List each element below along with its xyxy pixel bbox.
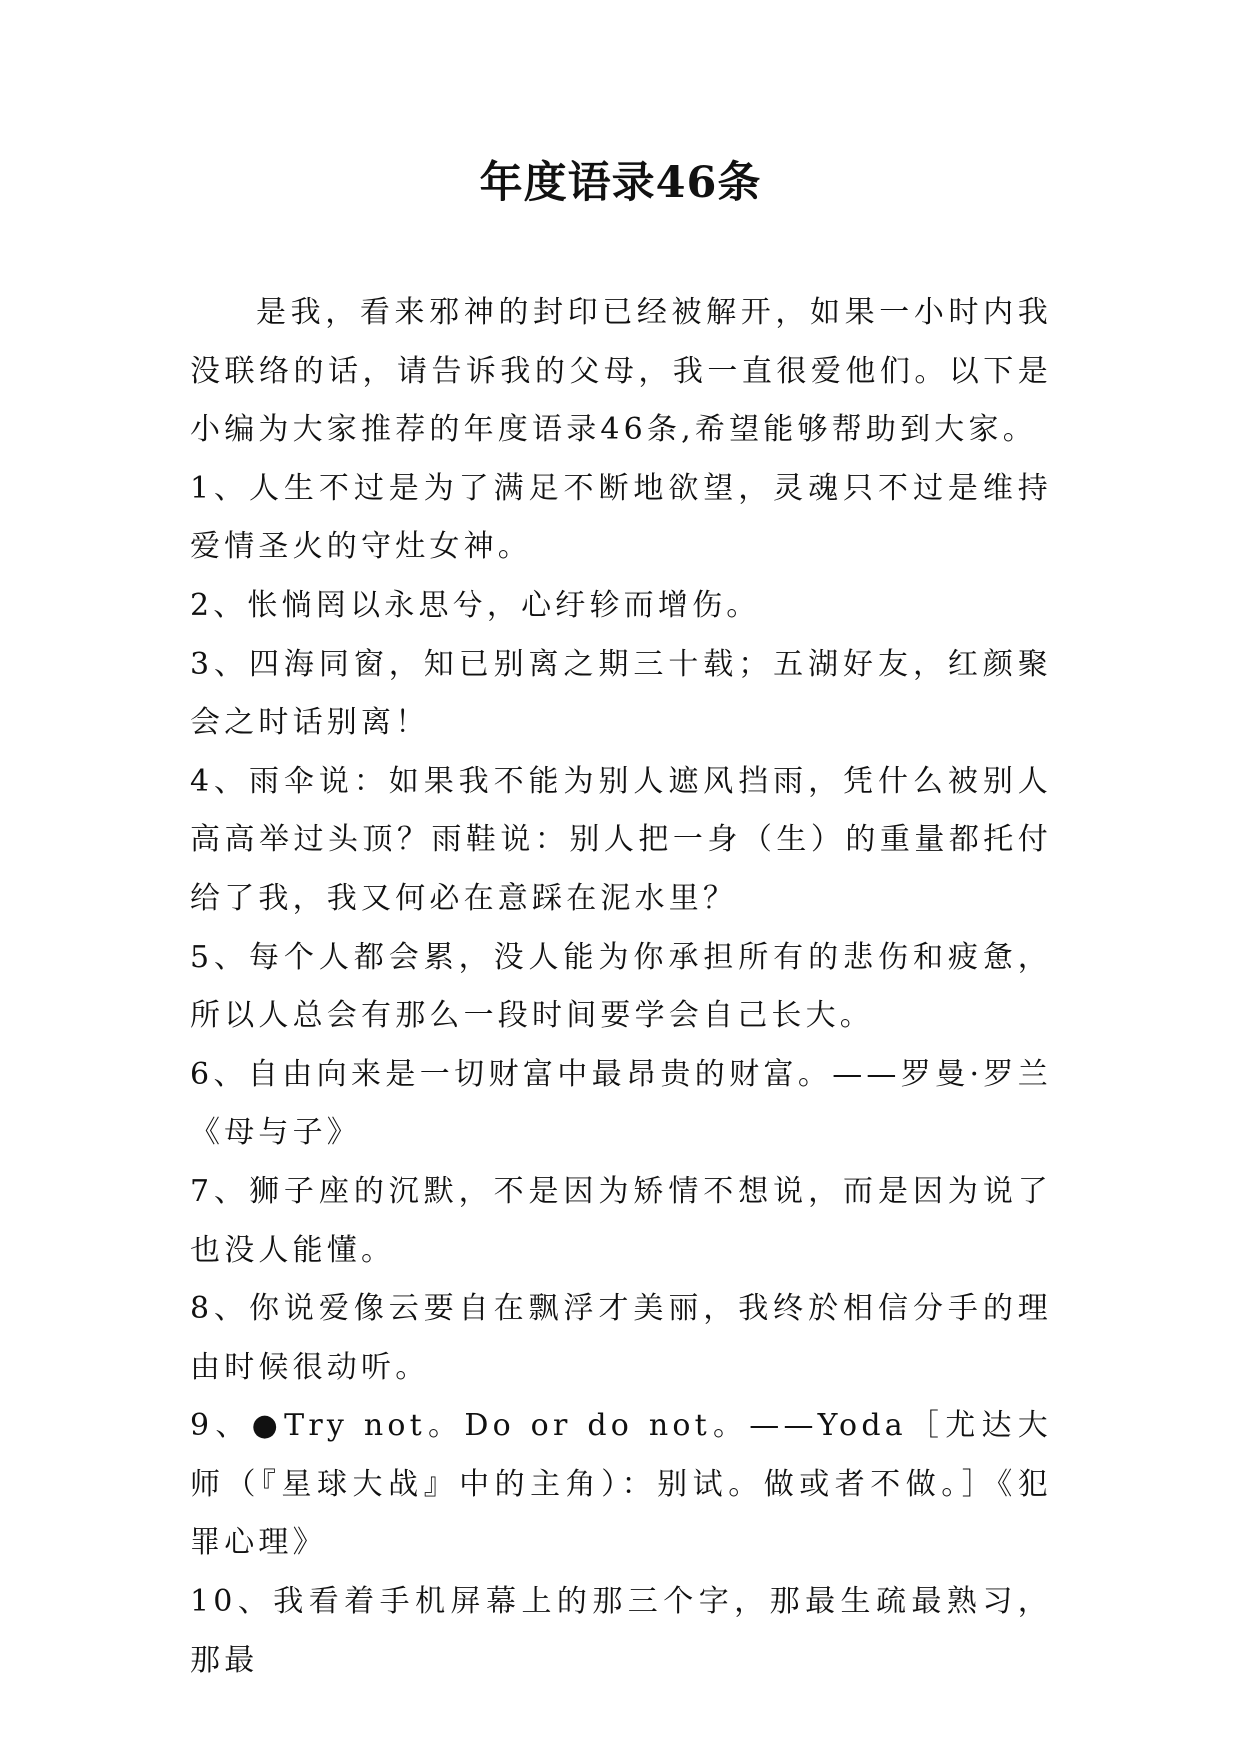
quote-item-10: 10、我看着手机屏幕上的那三个字，那最生疏最熟习，那最 [190, 1584, 1052, 1678]
document-title: 年度语录46条 [479, 158, 762, 208]
quote-item-6: 6、自由向来是一切财富中最昂贵的财富。——罗曼·罗兰《母与子》 [190, 1056, 1052, 1151]
quote-item-3: 3、四海同窗，知已别离之期三十载；五湖好友，红颜聚会之时话别离！ [190, 646, 1052, 741]
quote-item-2: 2、怅惝罔以永思兮，心纡轸而增伤。 [190, 587, 761, 623]
quote-item-1: 1、人生不过是为了满足不断地欲望，灵魂只不过是维持爱情圣火的守灶女神。 [190, 470, 1052, 565]
intro-paragraph: 是我，看来邪神的封印已经被解开，如果一小时内我没联络的话，请告诉我的父母，我一直很爱他们。以下是小编为大家推荐的年度语录46条,希望能够帮助到大家。 [190, 295, 1052, 448]
quote-item-7: 7、狮子座的沉默，不是因为矫情不想说，而是因为说了也没人能懂。 [190, 1173, 1052, 1268]
quote-item-5: 5、每个人都会累，没人能为你承担所有的悲伤和疲惫，所以人总会有那么一段时间要学会自己长大。 [190, 939, 1052, 1034]
document-body [190, 284, 1052, 1690]
quote-item-9: 9、●Try not。Do or do not。——Yoda［尤达大师（『星球大战』中的主角）：别试。做或者不做。］《犯罪心理》 [190, 1408, 1052, 1561]
quote-item-8: 8、你说爱像云要自在飘浮才美丽，我终於相信分手的理由时候很动听。 [190, 1291, 1052, 1385]
quote-item-4: 4、雨伞说：如果我不能为别人遮风挡雨，凭什么被别人高高举过头顶？雨鞋说：别人把一身（生）的重量都托付给了我，我又何必在意踩在泥水里？ [190, 763, 1052, 916]
